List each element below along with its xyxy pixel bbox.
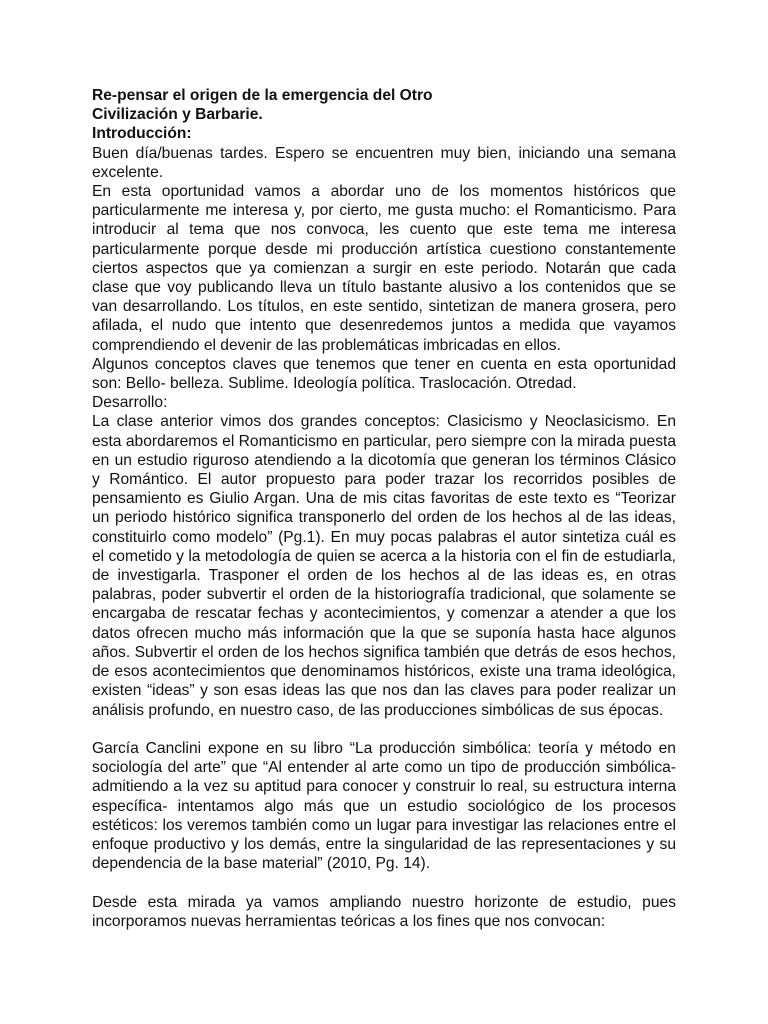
paragraph-intro: En esta oportunidad vamos a abordar uno de los momentos históricos que particularmente me interesa y, por cierto, me gusta mucho: el Romanticismo. Para introducir al tema que nos convoca, les cuento que este tema me interesa particularmente porque desde mi producción artística cuestiono constantemente ciertos aspectos que ya comienzan a surgir en este periodo. Notarán que cada clase que voy publicando lleva un título bastante alusivo a los contenidos que se van desarrollando. Los títulos, en este sentido, sintetizan de manera grosera, pero afilada, el nudo que intento que desenredemos juntos a medida que vayamos comprendiendo el devenir de las problemáticas imbricadas en ellos. xyxy=(92,183,676,354)
paragraph-concepts: Algunos conceptos claves que tenemos que tener en cuenta en esta oportunidad son: Bello- belleza. Sublime. Ideología política. Traslocación. Otredad. xyxy=(92,355,676,393)
paragraph-canclini: García Canclini expone en su libro “La producción simbólica: teoría y método en sociología del arte” que “Al entender al arte como un tipo de producción simbólica- admitiendo a la vez su aptitud para conocer y construir lo real, su estructura interna específica- intentamos algo más que un estudio sociológico de los procesos estéticos: los veremos también como un lugar para investigar las relaciones entre el enfoque productivo y los demás, entre la singularidad de las representaciones y su dependencia de la base material” (2010, Pg. 14). xyxy=(92,739,676,873)
paragraph-desarrollo: La clase anterior vimos dos grandes conceptos: Clasicismo y Neoclasicismo. En esta abordaremos el Romanticismo en particular, pero siempre con la mirada puesta en un estudio riguroso atendiendo a la dicotomía que generan los términos Clásico y Romántico. El autor propuesto para poder trazar los recorridos posibles de pensamiento es Giulio Argan. Una de mis citas favoritas de este texto es “Teorizar un periodo histórico significa transponerlo del orden de los hechos al de las ideas, constituirlo como modelo” (Pg.1). En muy pocas palabras el autor sintetiza cuál es el cometido y la metodología de quien se acerca a la historia con el fin de estudiarla, de investigarla. Trasponer el orden de los hechos al de las ideas es, en otras palabras, poder subvertir el orden de la historiografía tradicional, que solamente se encargaba de rescatar fechas y acontecimientos, y comenzar a atender a que los datos ofrecen mucho más información que la que se suponía hasta hace algunos años. Subvertir el orden de los hechos significa también que detrás de esos hechos, de esos acontecimientos que denominamos históricos, existe una trama ideológica, existen “ideas” y son esas ideas las que nos dan las claves para poder realizar un análisis profundo, en nuestro caso, de las producciones simbólicas de sus épocas. xyxy=(92,413,676,719)
paragraph-spacer xyxy=(92,720,676,739)
paragraph-spacer xyxy=(92,873,676,892)
document-subtitle: Civilización y Barbarie. xyxy=(92,106,263,124)
document-title: Re-pensar el origen de la emergencia del Otro xyxy=(92,87,433,104)
paragraph-greeting: Buen día/buenas tardes. Espero se encuentren muy bien, iniciando una semana excelente. xyxy=(92,144,676,181)
section-heading-introduccion: Introducción: xyxy=(92,125,192,143)
section-heading-desarrollo: Desarrollo: xyxy=(92,394,168,412)
paragraph-mirada: Desde esta mirada ya vamos ampliando nuestro horizonte de estudio, pues incorporamos nuevas herramientas teóricas a los fines que nos convocan: xyxy=(92,893,676,930)
